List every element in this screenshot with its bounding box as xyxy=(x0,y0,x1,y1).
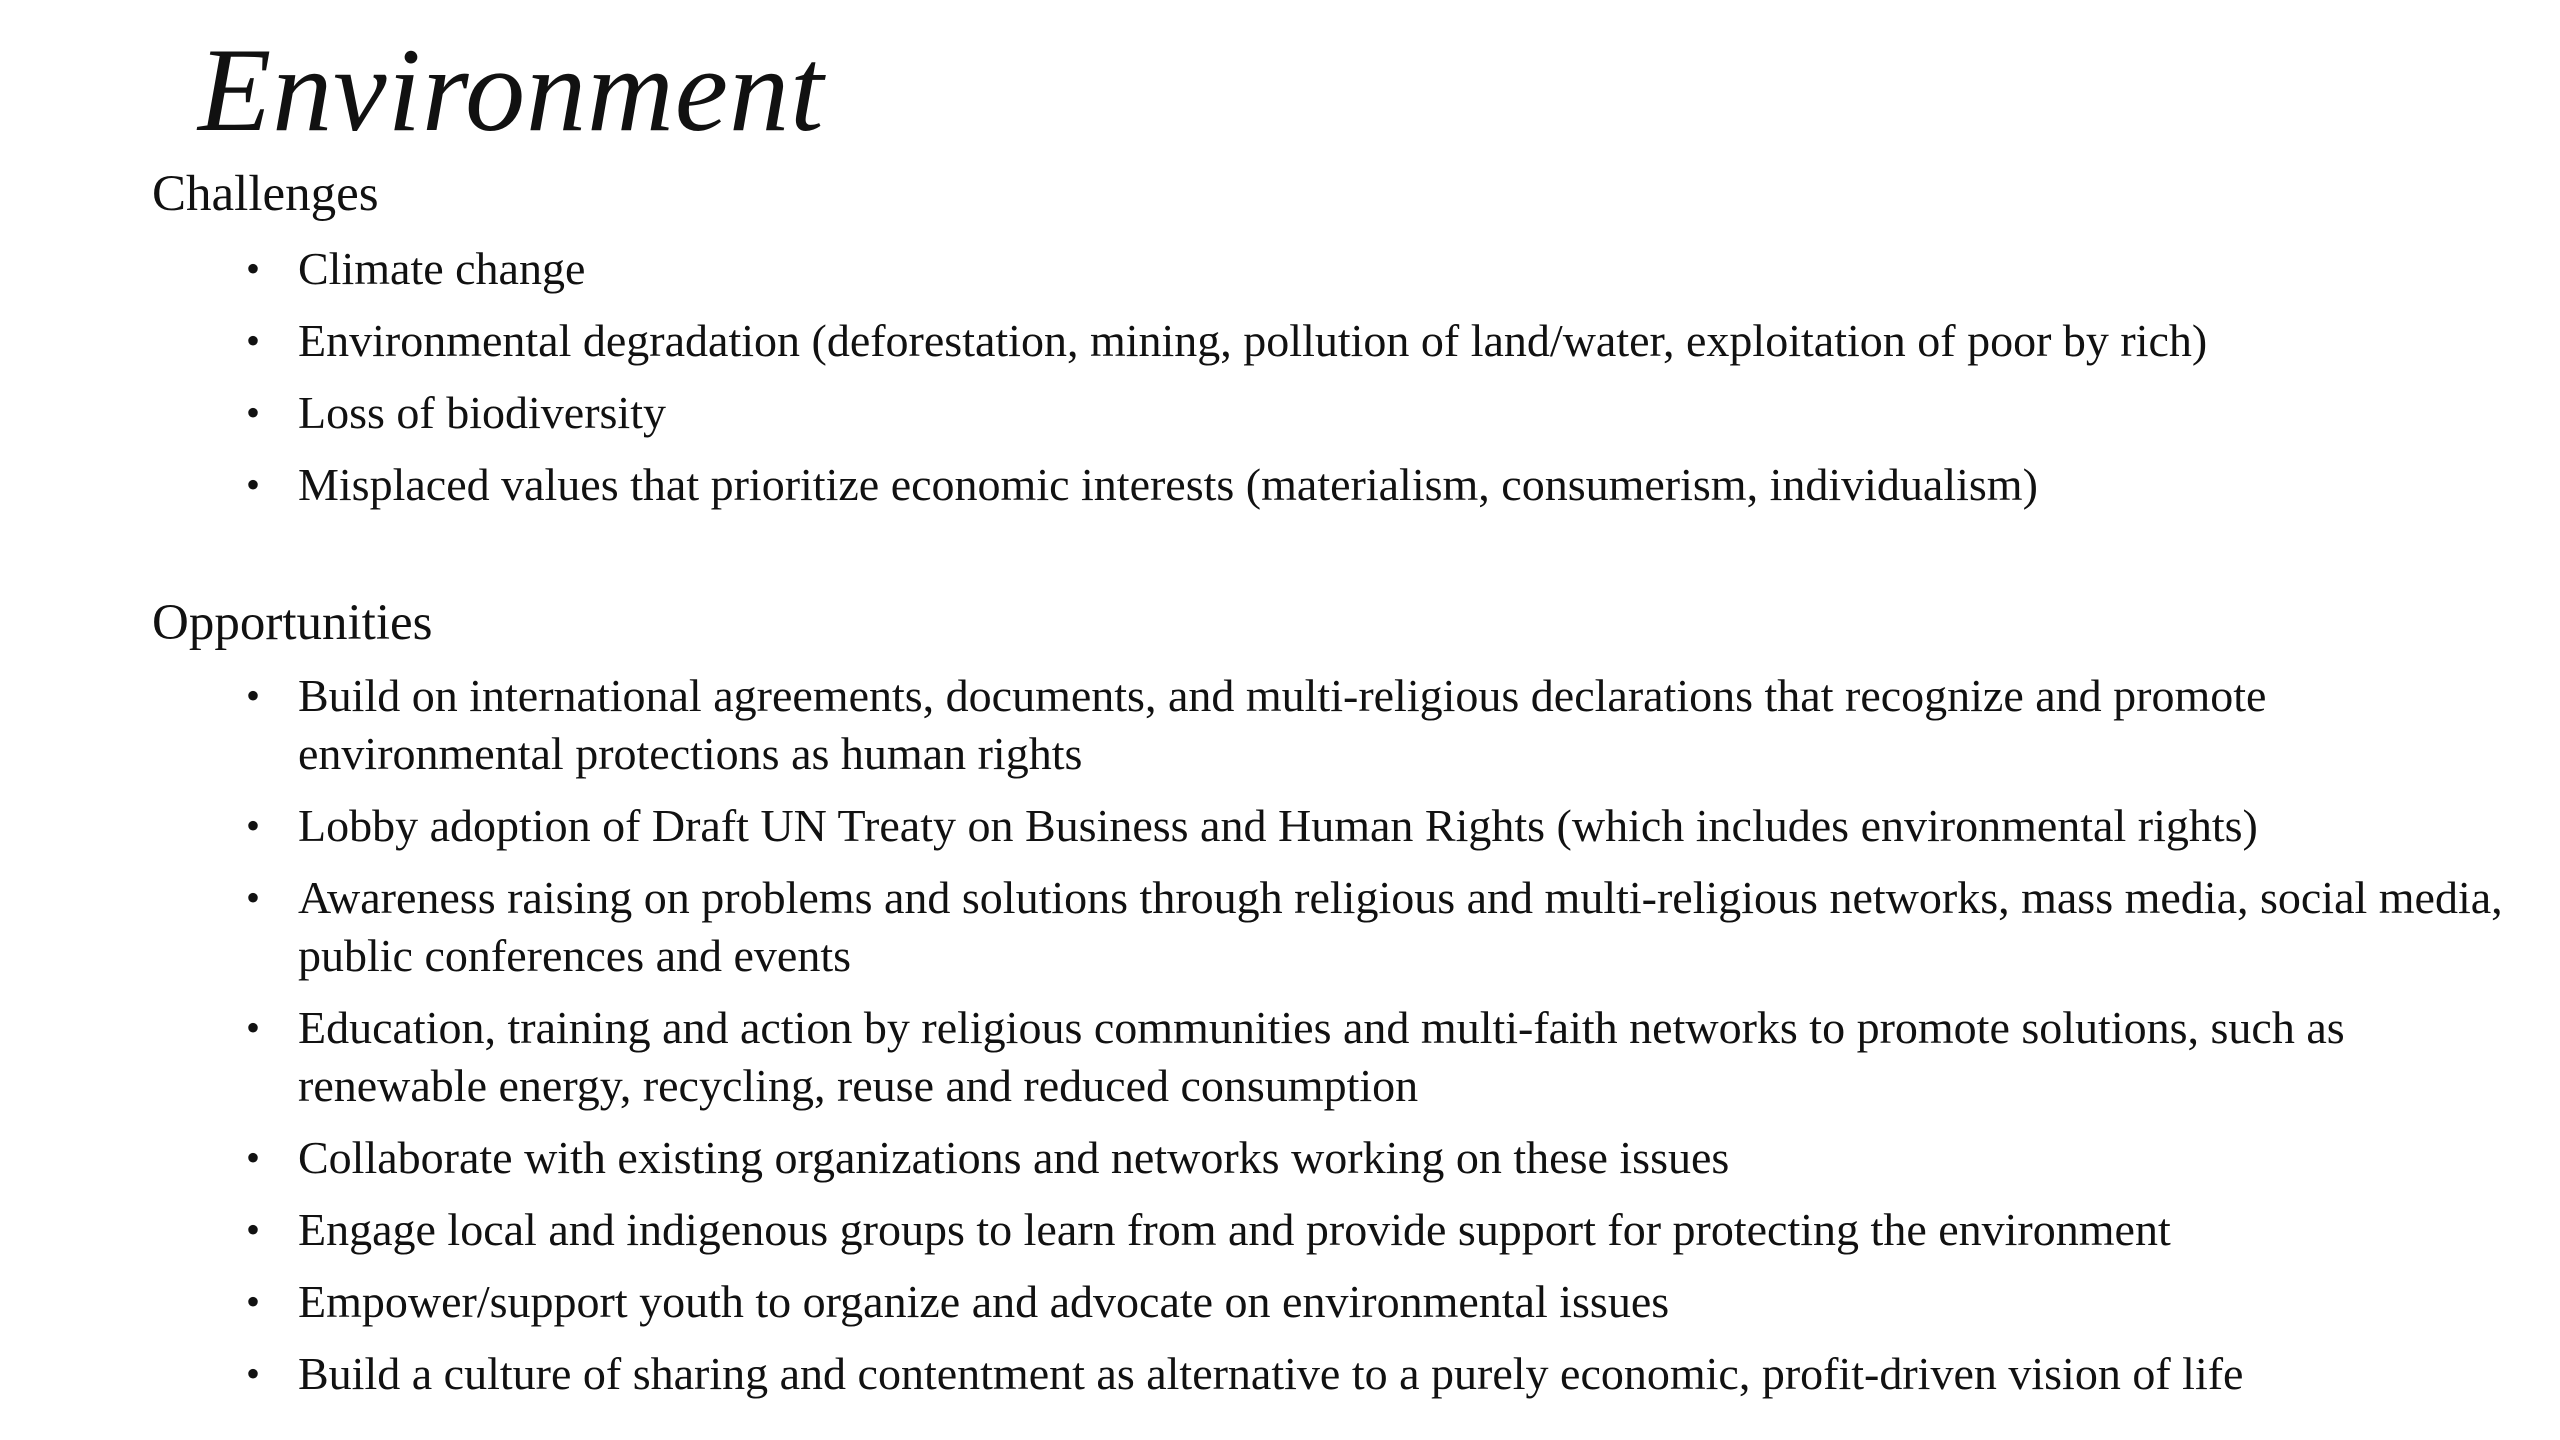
opportunity-item xyxy=(246,869,2506,985)
bullet-icon: • xyxy=(246,390,261,435)
opportunity-item xyxy=(246,999,2506,1115)
opportunity-text: Education, training and action by religious communities and multi-faith networks to promote solutions, such as renewable energy, recycling, reuse and reduced consumption xyxy=(298,1002,2345,1111)
bullet-icon: • xyxy=(246,875,261,920)
opportunity-item xyxy=(246,667,2506,783)
opportunity-text: Engage local and indigenous groups to learn from and provide support for protecting the environment xyxy=(298,1204,2171,1255)
opportunity-text: Build a culture of sharing and contentment as alternative to a purely economic, profit-driven vision of life xyxy=(298,1348,2244,1399)
bullet-icon: • xyxy=(246,318,261,363)
slide-title: Environment xyxy=(198,23,825,156)
challenge-text: Loss of biodiversity xyxy=(298,387,666,438)
opportunity-text: Collaborate with existing organizations and networks working on these issues xyxy=(298,1132,1730,1183)
challenges-list xyxy=(246,240,2506,528)
bullet-icon: • xyxy=(246,1005,261,1050)
opportunity-text: Empower/support youth to organize and advocate on environmental issues xyxy=(298,1276,1670,1327)
opportunities-list xyxy=(246,667,2506,1417)
bullet-icon: • xyxy=(246,1207,261,1252)
challenge-item xyxy=(246,384,2506,442)
bullet-icon: • xyxy=(246,1279,261,1324)
opportunities-heading: Opportunities xyxy=(152,595,433,651)
challenge-text: Misplaced values that prioritize economic interests (materialism, consumerism, individualism) xyxy=(298,459,2038,510)
challenge-item xyxy=(246,312,2506,370)
opportunity-text: Lobby adoption of Draft UN Treaty on Business and Human Rights (which includes environmental rights) xyxy=(298,800,2258,851)
bullet-icon: • xyxy=(246,246,261,291)
bullet-icon: • xyxy=(246,803,261,848)
opportunity-item xyxy=(246,1129,2506,1187)
opportunity-text: Awareness raising on problems and solutions through religious and multi-religious networks, mass media, social media, public conferences and events xyxy=(298,872,2503,981)
opportunity-text: Build on international agreements, documents, and multi-religious declarations that recognize and promote environmental protections as human rights xyxy=(298,670,2267,779)
opportunity-item xyxy=(246,1273,2506,1331)
challenge-item xyxy=(246,240,2506,298)
challenge-text: Environmental degradation (deforestation, mining, pollution of land/water, exploitation of poor by rich) xyxy=(298,315,2208,366)
bullet-icon: • xyxy=(246,1351,261,1396)
opportunity-item xyxy=(246,1345,2506,1403)
challenge-item xyxy=(246,456,2506,514)
opportunity-item xyxy=(246,1201,2506,1259)
challenge-text: Climate change xyxy=(298,243,586,294)
challenges-heading: Challenges xyxy=(152,166,379,222)
bullet-icon: • xyxy=(246,673,261,718)
opportunity-item xyxy=(246,797,2506,855)
bullet-icon: • xyxy=(246,1135,261,1180)
bullet-icon: • xyxy=(246,462,261,507)
